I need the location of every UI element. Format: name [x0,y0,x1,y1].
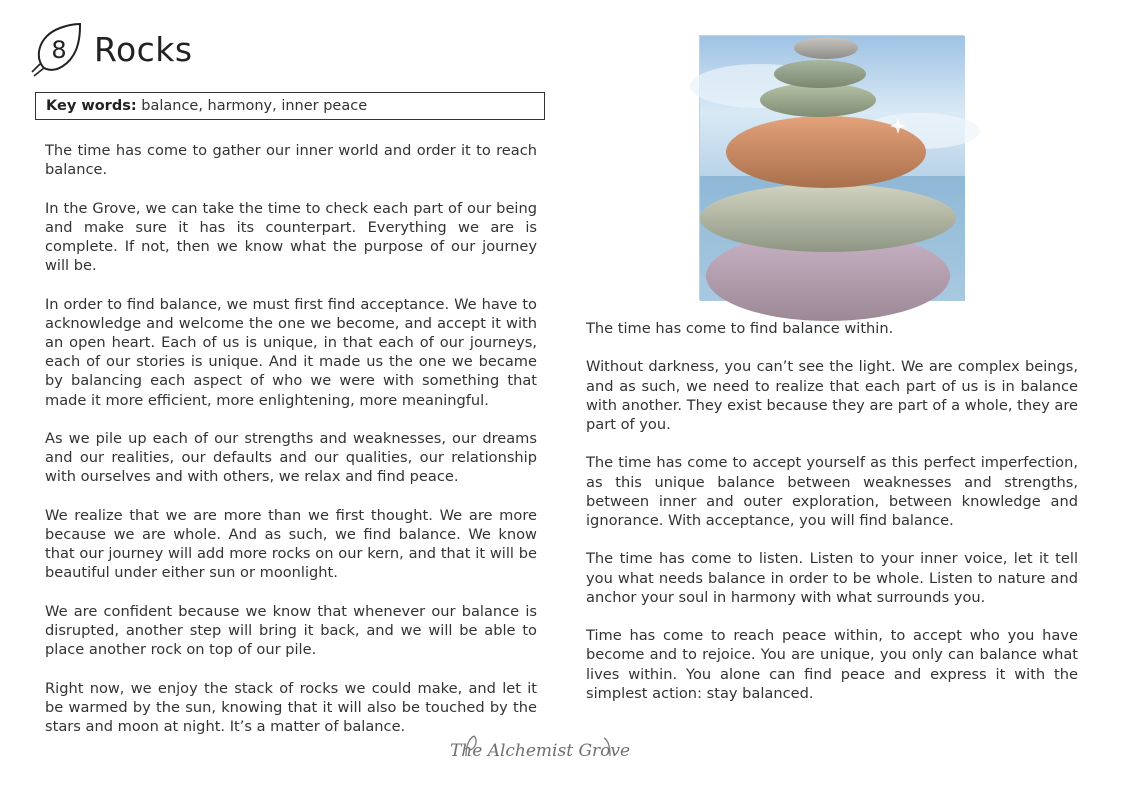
keywords-box [35,92,545,120]
right-text-column [586,319,1078,722]
left-paragraph: We are confident because we know that whenever our balance is disrupted, another step will bring it back, and we will be able to place another rock on top of our pile. [45,602,537,659]
footer-brand: The Alchemist Grove [449,741,631,761]
card-title: Rocks [94,29,193,69]
right-paragraph: The time has come to listen. Listen to your inner voice, let it tell you what needs balance in order to be whole. Listen to nature and anchor your soul in harmony with what surrounds you. [586,550,1078,606]
right-paragraph: Without darkness, you can’t see the light. We are complex beings, and as such, we need to realize that each part of us is in balance with another. They exist because they are part of a whole, they are part of you. [586,358,1078,433]
stacked-rocks-illustration [699,35,964,300]
card-number: 8 [51,36,67,64]
left-paragraph: We realize that we are more than we first thought. We are more because we are whole. And as such, we find balance. We know that our journey will add more rocks on our kern, and that it will be beautiful under either sun or moonlight. [45,506,537,582]
left-paragraph: Right now, we enjoy the stack of rocks we could make, and let it be warmed by the sun, knowing that it will also be touched by the stars and moon at night. It’s a matter of balance. [45,679,537,735]
left-paragraph: As we pile up each of our strengths and weaknesses, our dreams and our realities, our defaults and our qualities, our relationship with ourselves and with others, we relax and find peace. [45,430,537,486]
right-paragraph: Time has come to reach peace within, to accept who you have become and to rejoice. You are unique, you only can balance what lives within. You alone can find peace and express it with the simplest action: stay balanced. [586,627,1078,702]
right-paragraph: The time has come to accept yourself as this perfect imperfection, as this unique balance between weaknesses and strengths, between inner and outer exploration, between knowledge and ignorance. With acceptance, you will find balance. [586,454,1078,529]
alchemist-grove-logo [449,726,631,766]
left-paragraph: The time has come to gather our inner world and order it to reach balance. [45,142,537,179]
keywords-value: balance, harmony, inner peace [141,98,368,114]
left-paragraph: In order to find balance, we must first find acceptance. We have to acknowledge and welcome the one we become, and accept it with an open heart. Each of us is unique, in that each of our journeys, each of our stories is unique. And it made us the one we became by balancing each aspect of who we were with something that made it more efficient, more enlightening, more meaningful. [45,295,537,409]
right-paragraph: The time has come to find balance within. [586,320,894,337]
card-header [30,18,193,80]
left-paragraph: In the Grove, we can take the time to check each part of our being and make sure it has its counterpart. Everything we are is complete. If not, then we know what the purpose of our journey will be. [45,199,537,275]
leaf-number-icon [30,20,86,78]
left-text-column [45,141,537,755]
keywords-label: Key words: [46,98,137,114]
stacked-rocks-image [700,36,965,301]
